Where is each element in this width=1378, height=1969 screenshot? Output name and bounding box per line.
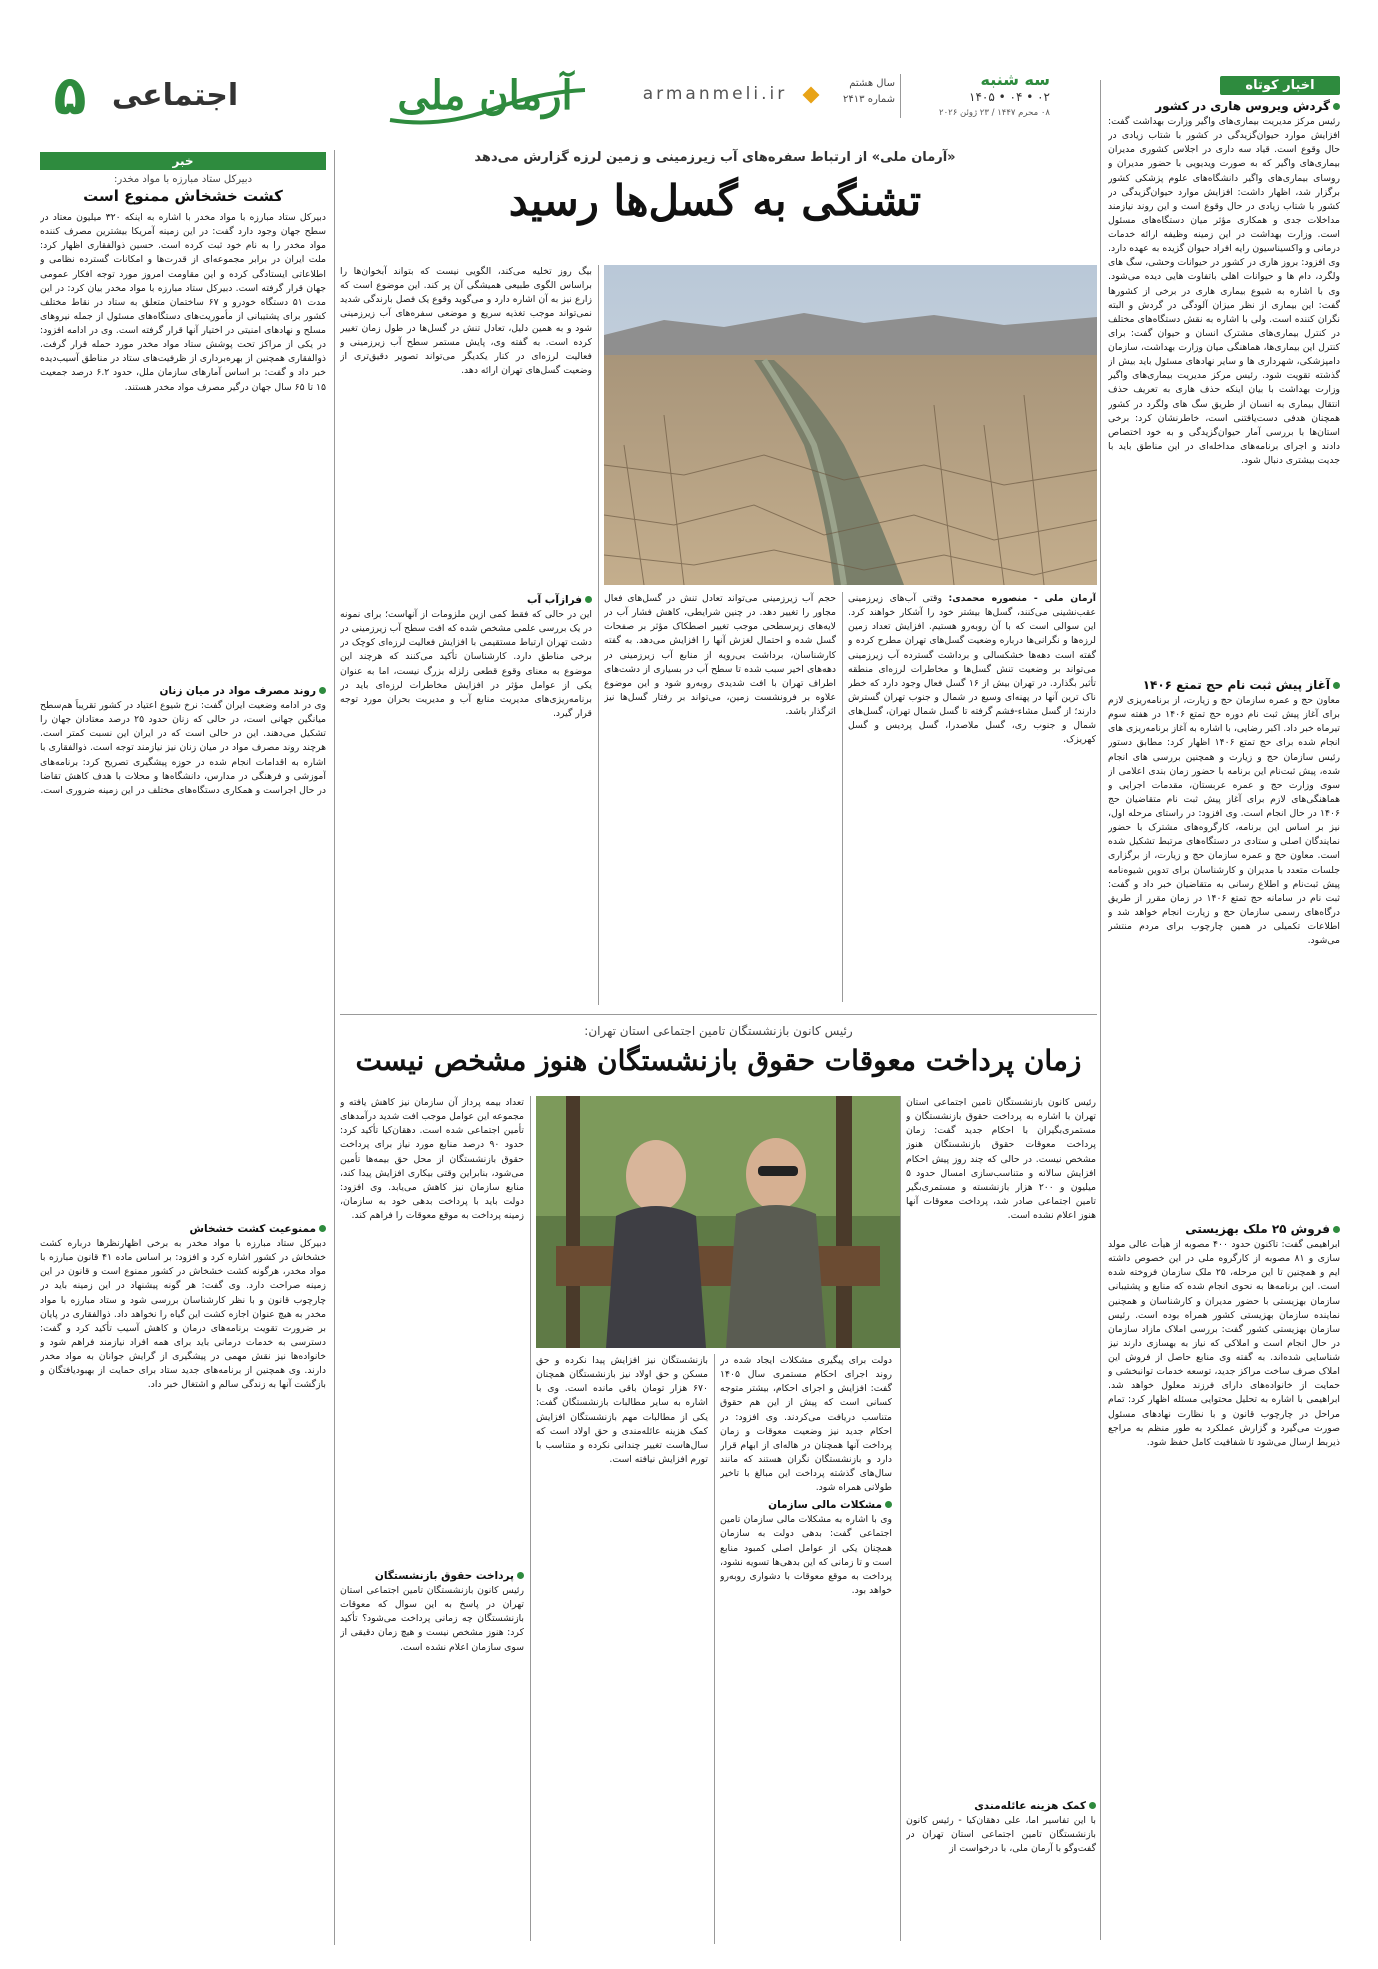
story-divider	[340, 1014, 1097, 1015]
short-news-title: اخبار کوتاه	[1220, 76, 1340, 95]
main-story-col2-text: حجم آب زیرزمینی می‌تواند تعادل تنش در گسل‌های فعال مجاور را تغییر دهد. در چنین شرایطی، کاهش فشار آب در لایه‌های زیرسطحی موجب تغییر اصطکاک مؤثر بر صفحات گسل شده و احتمال لغزش آنها را افزایش می‌دهد. به گفته کارشناسان، برداشت بی‌رویه از منابع آب زیرزمینی در دهه‌های اخیر سبب شده تا سطح آب در بسیاری از دشت‌های اطراف تهران با افت شدیدی روبه‌رو شود و این موضوع علاوه بر فرونشست زمین، می‌تواند بر رفتار گسل‌ها نیز اثرگذار باشد.	[604, 593, 836, 717]
second-story-col3	[536, 1354, 708, 1946]
left-news-body: دبیرکل ستاد مبارزه با مواد مخدر با اشاره به اینکه ۳۲۰ میلیون معتاد در سطح جهان وجود دارد گفت: در این زمینه آمریکا بیشترین مصرف کننده مواد مخدر را به نام خود ثبت کرده است. حسین ذوالفقاری اظهار کرد: ملت ایران در برابر مجموعه‌ای از قدرت‌ها و امکانات گسترده نظامی و اطلاعاتی ایستادگی کرده و این مقاومت امروز مورد توجه افکار عمومی جهان قرار گرفته است. دبیرکل ستاد مبارزه با مواد مخدر بیان کرد: در این مدت ۵۱ دستگاه خودرو و ۶۷ ساختمان متعلق به ستاد در نقاط مختلف کشور برای پشتیبانی از مأموریت‌های دستگاه‌های مسئول از جمله نیروهای مسلح و نهادهای امنیتی در اختیار آنها قرار گرفته است. وی در ادامه افزود: در یکی از مراکز تحت پوشش ستاد مواد مخدر مورد حمله قرار گرفت. ذوالفقاری همچنین از بهره‌برداری از ظرفیت‌های ستاد در مناطق آسیب‌دیده خبر داد و گفت: بر اساس آمارهای سازمان ملل، حدود ۶.۲ درصد جمعیت ۱۵ تا ۶۵ سال جهان درگیر مصرف مواد مخدر هستند.	[40, 212, 326, 393]
left-news-body2: وی در ادامه وضعیت ایران گفت: نرخ شیوع اعتیاد در کشور تقریباً هم‌سطح میانگین جهانی است، در حالی که زنان حدود ۲۵ درصد معتادان جهان را تشکیل می‌دهند. این در حالی است که در ایران این نسبت کمتر است. هرچند روند مصرف مواد در میان زنان نیز نیازمند توجه است. ذوالفقاری با اشاره به اقدامات انجام شده در حوزه پیشگیری تصریح کرد: برنامه‌های آموزشی و فرهنگی در مدارس، دانشگاه‌ها و محلات با هدف کاهش تقاضا در حال اجراست و همکاری دستگاه‌های مختلف در این زمینه ضروری است.	[40, 700, 326, 796]
byline: آرمان ملی - منصوره محمدی:	[948, 593, 1096, 604]
bullet-icon	[1333, 1226, 1340, 1233]
main-story-col3-text: این در حالی که فقط کمی ازین ملزومات از آنهاست؛ برای نمونه در یک بررسی علمی مشخص شده که افت سطح آب زیرزمینی در دشت تهران ارتباط مستقیمی با افزایش فعالیت لرزه‌ای کوچک در برخی مناطق دارد. کارشناسان تأکید می‌کنند که هرچند این موضوع به معنای وقوع قطعی زلزله بزرگ نیست، اما به عنوان یکی از عوامل مؤثر در افزایش مخاطرات لرزه‌ای باید در برنامه‌ریزی‌های مدیریت منابع آب و مدیریت بحران مورد توجه قرار گیرد.	[340, 609, 592, 719]
main-story-col1-body: وقتی آب‌های زیرزمینی عقب‌نشینی می‌کنند، گسل‌ها بیشتر خود را آشکار خواهند کرد. این سوالی است که با آن روبه‌رو هستیم. افزایش تعداد زمین لرزه‌ها و نگرانی‌ها درباره وضعیت گسل‌های تهران مطرح کرده و گفته است دهه‌ها خشکسالی و برداشت گسترده آب زیرزمینی می‌تواند بر وضعیت تنش گسل‌ها و مخاطرات لرزه‌ای منطقه تأثیر بگذارد. در تهران بیش از ۱۶ گسل فعال وجود دارد که خطر ناک ترین آنها در پهنه‌ای وسیع در شمال و جنوب تهران گسترش دارند؛ از گسل مشاء-فشم گرفته تا گسل شمال تهران، گسل‌های شمال و جنوب ری، گسل ملاصدرا، گسل پردیس و گسل کهریزک.	[848, 593, 1096, 746]
left-news-subhead2-text: ممنوعیت کشت خشخاش	[189, 1223, 316, 1235]
year-label: سال هشتم	[849, 78, 895, 89]
second-story-col1-subhead	[906, 1800, 1096, 1812]
left-news-subhead1-text: روند مصرف مواد در میان زنان	[159, 685, 316, 697]
second-story-col2	[720, 1354, 892, 1946]
main-story-col1	[848, 592, 1096, 1006]
column-divider	[530, 1096, 531, 1941]
left-news-kicker: دبیرکل ستاد مبارزه با مواد مخدر:	[113, 174, 253, 185]
story3-body: ابراهیمی گفت: تاکنون حدود ۴۰۰ مصوبه از هیأت عالی مولد سازی و ۸۱ مصوبه از کارگروه ملی در این خصوص داشته ایم و همچنین تا این مرحله، ۲۵ ملک سازمان فروخته شده است. این برنامه‌ها به نحوی انجام شده که منابع و پشتیبانی سازمان بهزیستی با حضور مدیران و کارشناسان و همچنین نماینده سازمان بهزیستی کشور همراه بوده است. رئیس سازمان بهزیستی کشور گفت: بررسی املاک مازاد سازمان در حال انجام است و املاکی که نیاز به بهسازی دارند نیز شناسایی شده‌اند. به گفته وی منابع حاصل از فروش این املاک صرف ساخت مراکز جدید، توسعه خدمات توانبخشی و حمایت از خانواده‌های دارای فرزند معلول خواهد شد. ابراهیمی با اشاره به تحلیل محتوایی مسئله اظهار کرد: تمام مراحل در چارچوب قانون و با نظارت نهادهای مسئول صورت می‌گیرد و گزارش عملکرد به طور منظم به مراجع ذیربط ارسال می‌شود تا شفافیت کامل حفظ شود.	[1108, 1239, 1340, 1448]
story1-title-text: گردش ویروس هاری در کشور	[1155, 99, 1330, 113]
second-story-col2-subhead	[720, 1499, 892, 1511]
left-news-subhead1	[40, 685, 326, 697]
second-story-kicker: رئیس کانون بازنشستگان تامین اجتماعی استان تهران:	[584, 1024, 853, 1038]
story1-title	[1108, 99, 1340, 113]
main-story-col3	[340, 590, 592, 1006]
bullet-icon	[517, 1572, 524, 1579]
main-story-photo	[604, 265, 1097, 585]
date-solar: ۰۲ • ۰۴ • ۱۴۰۵	[969, 90, 1050, 104]
column-divider	[842, 592, 843, 1002]
website-url[interactable]: armanmeli.ir	[642, 84, 788, 104]
page-number: ۵	[53, 64, 87, 127]
bullet-icon	[319, 1225, 326, 1232]
header-divider	[900, 74, 901, 118]
logo-text: آرمان ملی	[397, 72, 573, 119]
issue-label: شماره ۲۴۱۳	[843, 94, 895, 105]
bullet-icon	[885, 1501, 892, 1508]
bullet-icon	[1333, 103, 1340, 110]
second-story-col4-subhead-text: پرداخت حقوق بازنشستگان	[374, 1570, 514, 1582]
left-news-headline: کشت خشخاش ممنوع است	[83, 187, 283, 205]
section-title: اجتماعی	[111, 78, 239, 113]
column-divider	[598, 265, 599, 1005]
story2-body: معاون حج و عمره سازمان حج و زیارت، از برنامه‌ریزی لازم برای آغاز پیش ثبت نام دوره حج تمتع ۱۴۰۶ در هفته سوم تیرماه خبر داد. اکبر رضایی، با اشاره به آغاز برنامه‌ریزی های انجام شده برای حج تمتع ۱۴۰۶ اظهار کرد: مطابق دستور رئیس سازمان حج و زیارت و همچنین بررسی های انجام شده، پیش ثبت‌نام این برنامه با حضور زمان بندی اعلامی از سوی وزارت حج و عمره عربستان، مقدمات اجرایی و هماهنگی‌های لازم برای آغاز پیش ثبت نام متقاضیان حج ۱۴۰۶ در حال انجام است. وی افزود: در راستای مرحله اول، نیز بر اساس این برنامه، کارگروه‌های مشترک با حضور نمایندگان اصلی و ستادی در دستگاه‌های مرتبط تشکیل شده است. معاون حج و عمره سازمان حج و زیارت، از برگزاری جلسات متعدد با مدیران و کارشناسان برای تدوین شیوه‌نامه پیش ثبت‌نام و اطلاع رسانی به متقاضیان خبر داد و گفت: ثبت نام در سامانه حج تمتع ۱۴۰۶ در زمان مقرر از طریق درگاه‌های رسمی سازمان حج و زیارت انجام خواهد شد و اطلاعات تکمیلی در همین چارچوب برای مردم منتشر می‌شود.	[1108, 695, 1340, 947]
second-story-col4-subhead	[340, 1570, 524, 1582]
second-story-col1	[906, 1096, 1096, 1946]
second-story-col3-text: بازنشستگان نیز افزایش پیدا نکرده و حق مسکن و حق اولاد نیز بازنشستگان همچنان ۶۷۰ هزار تومان باقی مانده است. وی با اشاره به سایر مطالبات بازنشستگان گفت: یکی از مطالبات مهم بازنشستگان افزایش کمک هزینه عائله‌مندی و حق اولاد است که سال‌هاست تغییر چندانی نکرده و متناسب با تورم افزایش نیافته است.	[536, 1355, 708, 1465]
main-story-col1-text	[848, 592, 1096, 747]
story2-title	[1108, 678, 1340, 692]
second-story-col4	[340, 1096, 524, 1946]
second-story-photo	[536, 1096, 900, 1348]
main-story-col2	[604, 592, 836, 1006]
left-news-body3: دبیرکل ستاد مبارزه با مواد مخدر به برخی اظهارنظرها درباره کشت خشخاش در کشور اشاره کرد و افزود: بر اساس ماده ۴۱ قانون مبارزه با مواد مخدر، هرگونه کشت خشخاش در کشور ممنوع است و قانون در این زمینه صراحت دارد. وی گفت: هر گونه پیشنهاد در این زمینه باید در چارچوب قانون و با نظر کارشناسان بررسی شود و ستاد مبارزه با مواد مخدر به هیچ عنوان اجازه کشت این گیاه را نخواهد داد. ذوالفقاری در پایان بر ضرورت تقویت برنامه‌های درمان و کاهش آسیب تأکید کرد و گفت: دسترسی به خدمات درمانی باید برای همه افراد نیازمند فراهم شود و خانواده‌ها نیز نقش مهمی در پیشگیری از گرایش جوانان به مواد مخدر دارند. وی همچنین از برنامه‌های جدید ستاد برای حمایت از بهبودیافتگان و بازگشت آنها به زندگی سالم و اشتغال خبر داد.	[40, 1238, 326, 1391]
bullet-icon	[585, 596, 592, 603]
column-divider	[714, 1354, 715, 1944]
main-story-subhead	[340, 594, 592, 606]
second-story-col2-subhead-text: مشکلات مالی سازمان	[768, 1499, 882, 1512]
dry-land-photo	[604, 265, 1097, 585]
main-story-subhead-text: فرازآب آب	[526, 594, 582, 606]
second-story-col2-more: وی با اشاره به مشکلات مالی سازمان تامین اجتماعی گفت: بدهی دولت به سازمان همچنان یکی از عوامل اصلی کمبود منابع است و تا زمانی که این بدهی‌ها تسویه نشود، پرداخت به موقع معوقات با دشواری روبه‌رو خواهد بود.	[720, 1514, 892, 1596]
retirees-photo	[536, 1096, 900, 1348]
date-other: ۰۸ محرم ۱۴۴۷ / ۲۳ ژوئن ۲۰۲۶	[939, 108, 1050, 118]
story1-body: رئیس مرکز مدیریت بیماری‌های واگیر وزارت بهداشت گفت: افزایش موارد حیوان‌گزیدگی در کشور با شتاب زیادی در حال وقوع است. قیاد سه داری در اجلاس کشوری مدیران بیماری‌های واگیر که به صورت ویدیویی با حضور مدیران و روسای بیماری‌های واگیر دانشگاه‌های علوم پزشکی کشور برگزار شد، اظهار داشت: افزایش موارد حیوان‌گزیدگی در کشور با شتاب زیادی در حال وقوع است و این روند نیازمند مداخلات جدی و همکاری مؤثر میان دستگاه‌های مسئول است. وزارت بهداشت در این زمینه وظیفه ارائه خدمات درمانی و واکسیناسیون رایه افراد حیوان گزیده به عهده دارد. وی افزود: بروز هاری در کشور در حیوانات وحشی، سگ های ولگرد، دام ها و حیوانات اهلی باتفاوت هایی دیده می‌شود. وی با اشاره به شیوع بیماری هاری در برخی از کشورها گفت: این بیماری از نظر میزان آلودگی در گردش و البته نگران کننده است. ولی با اشاره به نقش دستگاه‌های مختلف در کنترل بیماری‌های مشترک انسان و حیوان گفت: برای کنترل این بیماری‌ها، هماهنگی میان وزارت بهداشت، سازمان دامپزشکی، شهرداری ها و سایر نهادهای مسئول باید بیش از گذشته تقویت شود. رئیس مرکز مدیریت بیماری‌های واگیر وزارت بهداشت با بیان اینکه حذف هاری به تعریف حذف انتقال بیماری به انسان از طریق سگ های ولگرد در کشور همچنان هدفی دست‌یافتنی است، خاطرنشان کرد: برخی استان‌ها با بررسی آمار حیوان‌گزیدگی و به خود اختصاص دادند و اجرای برنامه‌های مداخله‌ای در این مناطق باید با جدیت بیشتری دنبال شود.	[1108, 116, 1340, 466]
main-story-col4-text: بیگ روز تخلیه می‌کند، الگویی نیست که بتواند آبخوان‌ها را براساس الگوی طبیعی همیشگی آن پر کند. این موضوع است که زارع نیز به آن اشاره دارد و می‌گوید وقوع یک فصل بارندگی شدید نمی‌تواند موجب تغذیه سریع و موضعی سفره‌های آب زیرزمینی شود و به همین دلیل، تعادل تنش در گسل‌ها در طول زمان تغییر کرده است. به گفته وی، پایش مستمر سطح آب زیرزمینی و فعالیت لرزه‌ای در کنار یکدیگر می‌تواند تصویر دقیق‌تری از وضعیت گسل‌های تهران ارائه دهد.	[340, 266, 592, 376]
masthead	[40, 64, 1100, 130]
story3-title	[1108, 1222, 1340, 1236]
bullet-icon	[1333, 682, 1340, 689]
second-story-col2-text: دولت برای پیگیری مشکلات ایجاد شده در روند اجرای احکام مستمری سال ۱۴۰۵ گفت: افزایش و اجرای احکام، بیشتر متوجه کسانی است که پیش از این هم حقوق متناسب دریافت می‌کردند. وی افزود: در احکام جدید نیز وضعیت معوقات و زمان پرداخت آنها همچنان در هاله‌ای از ابهام قرار دارد و بازنشستگان نگران هستند که مانند سال‌های گذشته پرداخت این مبالغ با تاخیر طولانی همراه شود.	[720, 1355, 892, 1494]
left-news-subhead2	[40, 1223, 326, 1235]
story2-title-text: آغاز پیش ثبت نام حج تمتع ۱۴۰۶	[1142, 678, 1330, 692]
second-story-col4-text: تعداد بیمه پرداز آن سازمان نیز کاهش یافته و مجموعه این عوامل موجب افت شدید درآمدهای تأمین اجتماعی شده است. دهقان‌کیا تأکید کرد: حدود ۹۰ درصد منابع مورد نیاز برای پرداخت حقوق بازنشستگان از محل حق بیمه‌ها تأمین می‌شود، بنابراین وقتی بیکاری افزایش پیدا کند، منابع سازمان نیز کاهش می‌یابد. وی افزود: دولت باید با پرداخت بدهی خود به سازمان، زمینه پرداخت به موقع معوقات را فراهم کند.	[340, 1097, 524, 1221]
diamond-icon	[803, 87, 820, 104]
bullet-icon	[1089, 1802, 1096, 1809]
main-story-col4	[340, 265, 592, 585]
column-divider	[334, 150, 335, 1945]
second-story-col4-more: رئیس کانون بازنشستگان تامین اجتماعی استان تهران در پاسخ به این سوال که معوقات بازنشستگان چه زمانی پرداخت می‌شود؟ تأکید کرد: هنوز مشخص نیست و هیچ زمان دقیقی از سوی سازمان اعلام نشده است.	[340, 1585, 524, 1653]
second-story-col1-subhead-text: کمک هزینه عائله‌مندی	[974, 1800, 1086, 1812]
column-divider	[1100, 80, 1101, 1940]
second-story-col1-text: رئیس کانون بازنشستگان تامین اجتماعی استان تهران با اشاره به پرداخت حقوق بازنشستگان و مستمری‌بگیران با احکام جدید گفت: زمان پرداخت معوقات حقوق بازنشستگان هنوز مشخص نیست. در حالی که چند روز پیش احکام افزایش سالانه و متناسب‌سازی امسال حدود ۵ میلیون و ۲۰۰ هزار بازنشسته و مستمری‌بگیر تامین اجتماعی صادر شد، پرداخت معوقات آنها هنوز اعلام نشده است.	[906, 1097, 1096, 1221]
main-story-headline: تشنگی به گسل‌ها رسید	[508, 176, 922, 225]
second-story-col1-more: با این تفاسیر اما، علی دهقان‌کیا - رئیس کانون بازنشستگان تامین اجتماعی استان تهران در گفت‌وگو با آرمان ملی، با درخواست از	[906, 1815, 1096, 1855]
second-story-headline: زمان پرداخت معوقات حقوق بازنشستگان هنوز مشخص نیست	[355, 1044, 1082, 1077]
story3-title-text: فروش ۲۵ ملک بهزیستی	[1185, 1222, 1330, 1236]
short-news-column	[1108, 76, 1340, 1946]
bullet-icon	[319, 687, 326, 694]
logo	[380, 70, 590, 130]
weekday: سه شنبه	[980, 70, 1050, 89]
left-news-box-title: خبر	[40, 152, 326, 170]
left-news-column	[40, 152, 326, 1946]
main-story-kicker: «آرمان ملی» از ارتباط سفره‌های آب زیرزمینی و زمین لرزه گزارش می‌دهد	[474, 150, 956, 165]
column-divider	[900, 1096, 901, 1941]
